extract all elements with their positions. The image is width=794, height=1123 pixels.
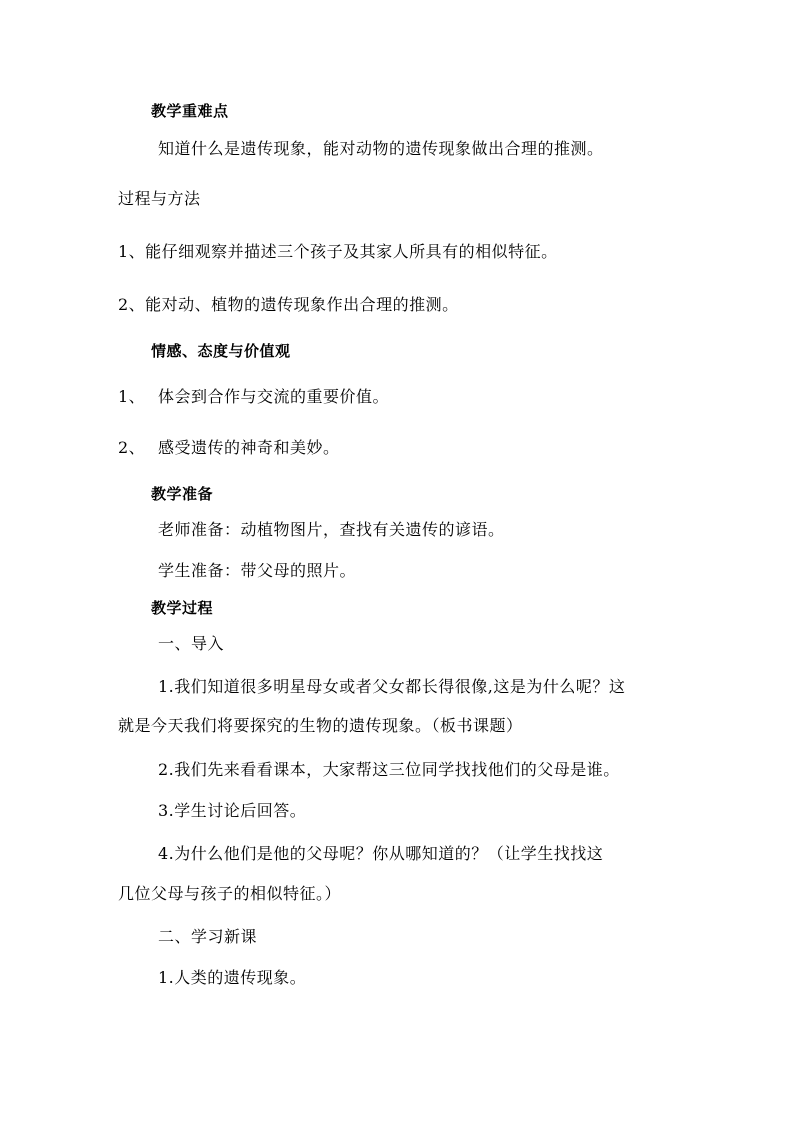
step-4-line-1: 4.为什么他们是他的父母呢？你从哪知道的？（让学生找找这 (158, 844, 604, 863)
step-1-line-2: 就是今天我们将要探究的生物的遗传现象。（板书课题） (118, 716, 523, 735)
heading-key-points: 教学重难点 (151, 102, 229, 120)
process-item-1: 1、能仔细观察并描述三个孩子及其家人所具有的相似特征。 (118, 242, 558, 261)
heading-teaching-process: 教学过程 (151, 599, 214, 617)
step-3: 3.学生讨论后回答。 (158, 801, 307, 820)
student-preparation: 学生准备：带父母的照片。 (158, 561, 357, 580)
emotion-item-2-number: 2、 (118, 438, 146, 457)
heading-emotion: 情感、态度与价值观 (151, 342, 291, 360)
key-points-text: 知道什么是遗传现象，能对动物的遗传现象做出合理的推测。 (158, 139, 604, 158)
section-1-title: 一、导入 (158, 634, 225, 653)
teacher-preparation: 老师准备：动植物图片，查找有关遗传的谚语。 (158, 520, 505, 539)
process-item-2: 2、能对动、植物的遗传现象作出合理的推测。 (118, 295, 459, 314)
step-2: 2.我们先来看看课本，大家帮这三位同学找找他们的父母是谁。 (158, 760, 620, 779)
section-2-title: 二、学习新课 (158, 927, 258, 946)
new-lesson-item-1: 1.人类的遗传现象。 (158, 968, 307, 987)
emotion-item-1-number: 1、 (118, 387, 146, 406)
step-4-line-2: 几位父母与孩子的相似特征。） (118, 884, 342, 903)
heading-preparation: 教学准备 (151, 485, 214, 503)
emotion-item-2-text: 感受遗传的神奇和美妙。 (158, 438, 340, 457)
emotion-item-1-text: 体会到合作与交流的重要价值。 (158, 387, 390, 406)
step-1-line-1: 1.我们知道很多明星母女或者父女都长得很像,这是为什么呢？这 (158, 677, 626, 696)
heading-process-method: 过程与方法 (118, 189, 201, 208)
